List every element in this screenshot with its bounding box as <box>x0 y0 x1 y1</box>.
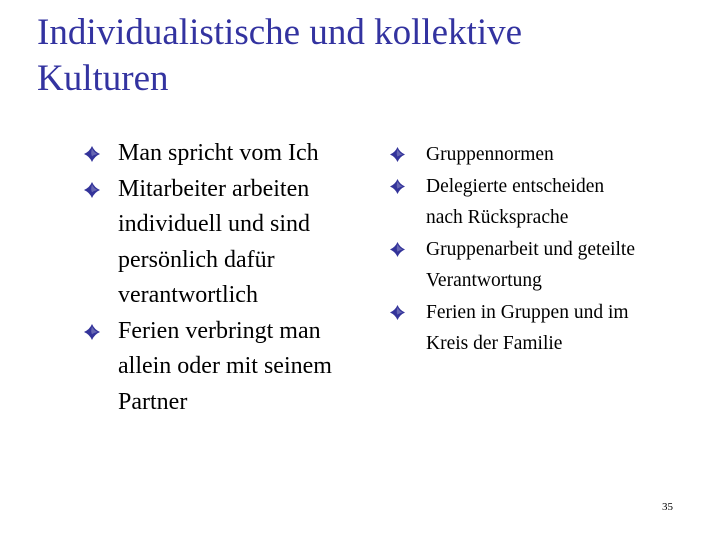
left-item-2-line-1: Mitarbeiter arbeiten <box>118 175 310 202</box>
right-item-1-line-1: Gruppennormen <box>426 144 554 165</box>
left-item-2-line-4: verantwortlich <box>118 282 258 308</box>
slide-title-line-2: Kulturen <box>37 58 169 99</box>
right-item-3-line-1: Gruppenarbeit und geteilte <box>426 238 636 260</box>
diamond-bullet-icon <box>390 179 405 194</box>
left-item-3-line-1: Ferien verbringt man <box>118 317 321 344</box>
right-item-2-line-1: Delegierte entscheiden <box>426 175 605 197</box>
left-item-1-line-1: Man spricht vom Ich <box>118 140 319 166</box>
right-item-4-line-2: Kreis der Familie <box>426 333 563 354</box>
diamond-bullet-icon <box>390 305 405 320</box>
left-item-2-line-2: individuell und sind <box>118 211 310 237</box>
right-item-3-line-2: Verantwortung <box>426 270 542 291</box>
right-bullet-list <box>390 139 710 360</box>
left-item-3-line-3: Partner <box>118 388 188 415</box>
right-bullet-item-4 <box>390 297 710 360</box>
diamond-bullet-icon <box>390 242 405 257</box>
diamond-bullet-icon <box>390 147 405 162</box>
left-bullet-item-1 <box>84 136 384 172</box>
page-number: 35 <box>662 501 673 513</box>
left-bullet-item-3 <box>84 314 384 421</box>
diamond-bullet-icon <box>84 182 100 198</box>
left-bullet-list <box>84 136 384 420</box>
left-item-3-line-2: allein oder mit seinem <box>118 353 332 379</box>
diamond-bullet-icon <box>84 146 100 162</box>
right-item-2-line-2: nach Rücksprache <box>426 207 569 228</box>
left-item-2-line-3: persönlich dafür <box>118 246 275 273</box>
diamond-bullet-icon <box>84 324 100 340</box>
right-item-4-line-1: Ferien in Gruppen und im <box>426 301 629 323</box>
right-bullet-item-3 <box>390 234 710 297</box>
slide-title <box>37 10 677 102</box>
left-bullet-item-2 <box>84 172 384 314</box>
right-bullet-item-2 <box>390 171 710 234</box>
slide-title-line-1: Individualistische und kollektive <box>37 12 523 53</box>
right-bullet-item-1 <box>390 139 710 171</box>
